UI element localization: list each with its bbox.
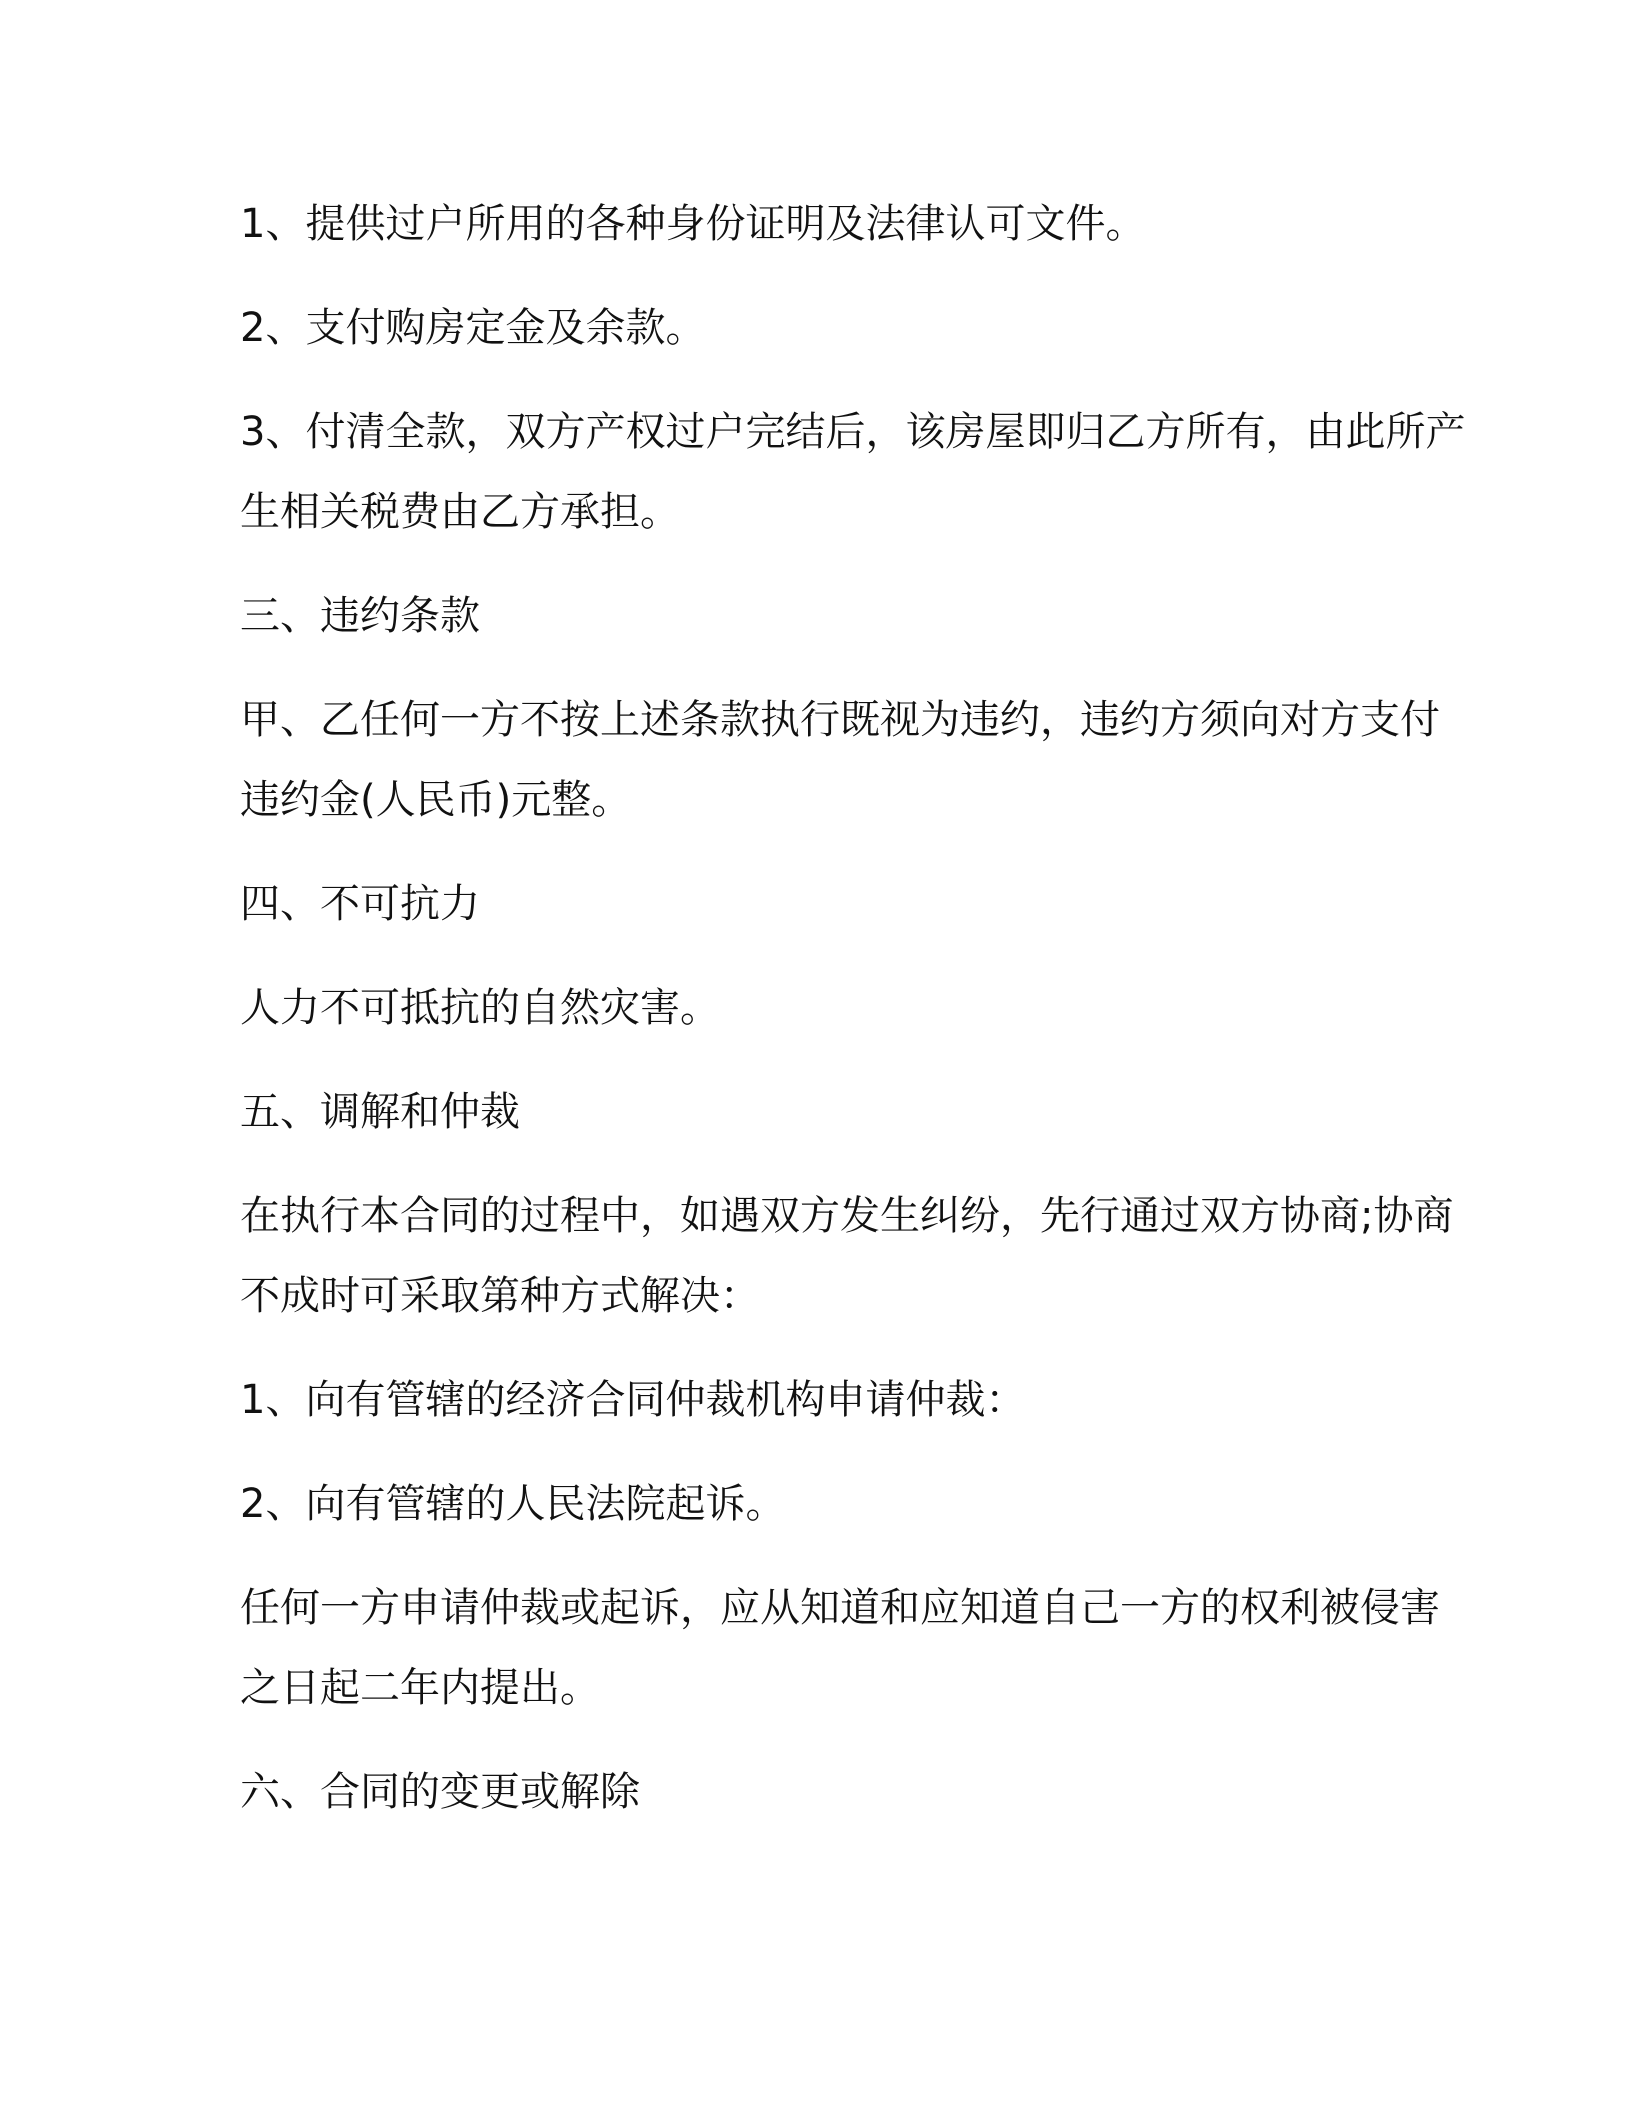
paragraph-line: 2、向有管辖的人民法院起诉。 — [240, 1481, 786, 1527]
section-heading-mediation — [240, 1072, 1400, 1152]
paragraph-line: 不成时可采取第种方式解决： — [240, 1273, 760, 1319]
paragraph-line: 在执行本合同的过程中，如遇双方发生纠纷，先行通过双方协商;协商 — [240, 1193, 1454, 1239]
paragraph-line: 1、提供过户所用的各种身份证明及法律认可文件。 — [240, 201, 1146, 247]
heading-text: 五、调解和仲裁 — [240, 1089, 520, 1135]
paragraph-line: 2、支付购房定金及余款。 — [240, 305, 706, 351]
paragraph-line: 人力不可抵抗的自然灾害。 — [240, 985, 720, 1031]
force-majeure-clause — [240, 968, 1400, 1048]
paragraph-line: 之日起二年内提出。 — [240, 1665, 600, 1711]
heading-text: 六、合同的变更或解除 — [240, 1769, 640, 1815]
section-heading-breach — [240, 576, 1400, 656]
section-heading-force-majeure — [240, 864, 1400, 944]
limitation-clause — [240, 1568, 1440, 1728]
section-heading-amendment — [240, 1752, 1400, 1832]
paragraph-line: 3、付清全款，双方产权过户完结后，该房屋即归乙方所有，由此所产 — [240, 409, 1466, 455]
paragraph-line: 违约金(人民币)元整。 — [240, 777, 632, 823]
clause-full-payment — [240, 392, 1466, 552]
paragraph-line: 生相关税费由乙方承担。 — [240, 489, 680, 535]
clause-provide-documents — [240, 184, 1400, 264]
breach-clause — [240, 680, 1440, 840]
option-arbitration — [240, 1360, 1400, 1440]
heading-text: 三、违约条款 — [240, 593, 480, 639]
paragraph-line: 任何一方申请仲裁或起诉，应从知道和应知道自己一方的权利被侵害 — [240, 1585, 1440, 1631]
mediation-clause — [240, 1176, 1454, 1336]
heading-text: 四、不可抗力 — [240, 881, 480, 927]
document-body — [240, 184, 1466, 1856]
clause-pay-deposit — [240, 288, 1400, 368]
paragraph-line: 1、向有管辖的经济合同仲裁机构申请仲裁： — [240, 1377, 1026, 1423]
paragraph-line: 甲、乙任何一方不按上述条款执行既视为违约，违约方须向对方支付 — [240, 697, 1440, 743]
option-court — [240, 1464, 1400, 1544]
